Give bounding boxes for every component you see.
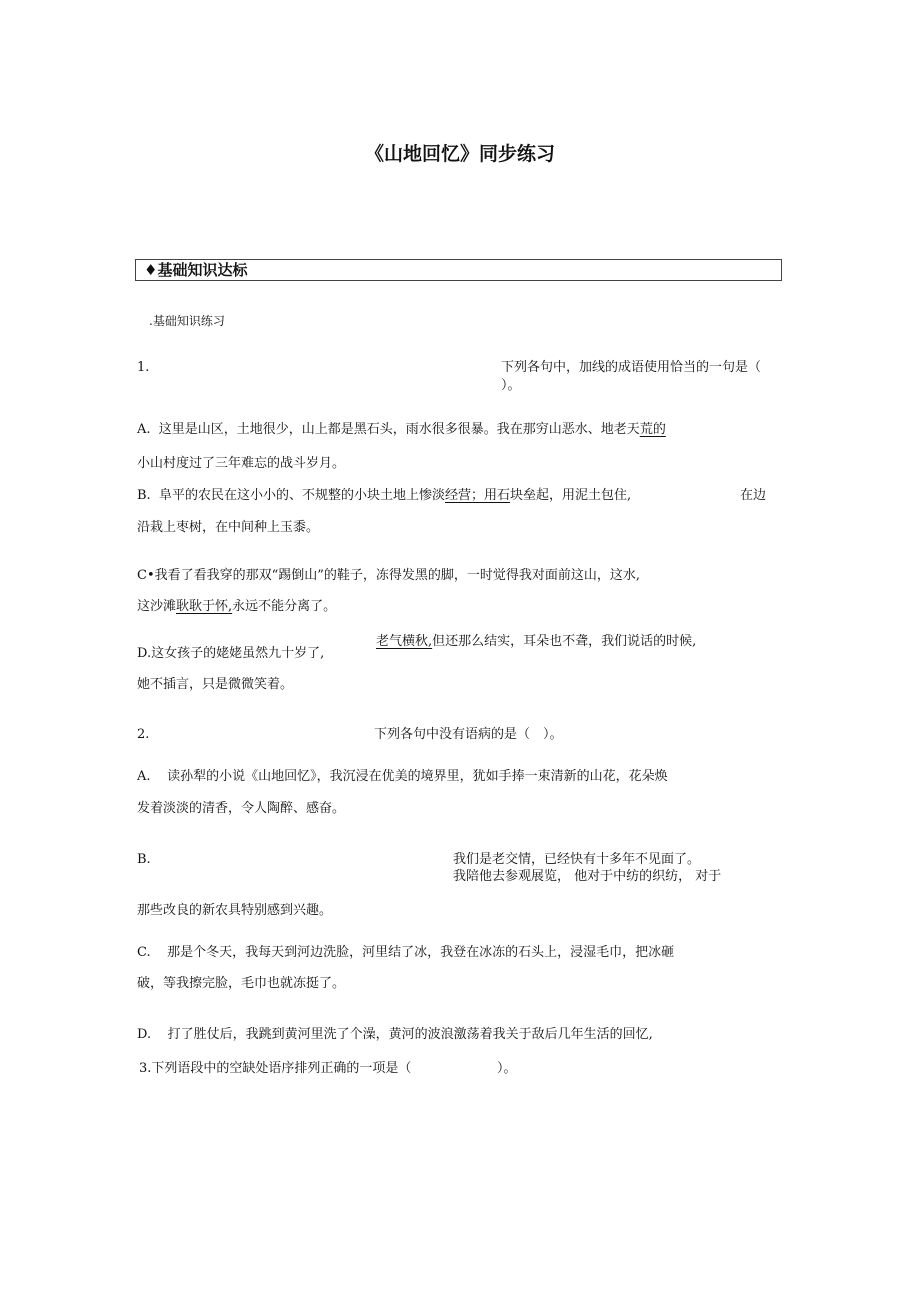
question-stem: 3.下列语段中的空缺处语序排列正确的一项是（ xyxy=(139,1061,412,1076)
option-b-line2: 那些改良的新农具特别感到兴趣。 xyxy=(137,903,333,918)
underlined-idiom: 荒的 xyxy=(639,422,666,437)
option-text: 这里是山区，土地很少，山上都是黑石头，雨水很多很暴。我在那穷山恶水、地老天 xyxy=(158,422,640,437)
option-a xyxy=(137,769,668,785)
section-label: ♦基础知识达标 xyxy=(144,261,248,279)
option-text-cont: 但还那么结实，耳朵也不聋，我们说话的时候, xyxy=(432,634,697,649)
option-d xyxy=(137,646,324,662)
option-label: A. xyxy=(137,422,151,437)
option-a xyxy=(137,422,666,438)
option-d-upper xyxy=(376,634,696,650)
option-d-line2: 她不插言，只是微微笑着。 xyxy=(137,677,294,692)
option-c xyxy=(137,568,640,584)
option-text: 我看了看我穿的那双“踢倒山”的鞋子，冻得发黑的脚，一时觉得我对面前这山，这水, xyxy=(154,568,641,583)
section-header-box xyxy=(135,259,782,281)
option-c xyxy=(137,945,674,961)
underlined-idiom: 老气横秋, xyxy=(376,634,433,649)
option-c-line2: 破，等我擦完脸，毛巾也就冻挺了。 xyxy=(137,976,346,991)
option-b-line2: 沿栽上枣树，在中间种上玉黍。 xyxy=(137,520,320,535)
option-text: 那是个冬天，我每天到河边洗脸，河里结了冰，我登在冰冻的石头上，浸湿毛巾，把冰砸 xyxy=(167,945,675,960)
option-d xyxy=(137,1027,653,1043)
question-stem: 下列各句中，加线的成语使用恰当的一句是（ xyxy=(501,360,762,375)
option-label: D. xyxy=(137,646,152,661)
option-label: A. xyxy=(137,769,151,784)
question-number: 2. xyxy=(137,727,150,742)
option-a-line2: 发着淡淡的清香，令人陶醉、感奋。 xyxy=(137,801,346,816)
option-label: B. xyxy=(137,852,151,867)
question-number: 1. xyxy=(137,360,150,375)
option-b-upper: 我们是老交情，已经快有十多年不见面了。 xyxy=(453,852,701,867)
option-text: 打了胜仗后，我跳到黄河里洗了个澡，黄河的波浪激荡着我关于敌后几年生活的回忆, xyxy=(167,1027,653,1042)
question-stem-end: ）。 xyxy=(497,1061,517,1076)
option-text-cont: 块垒起，用泥土包住, xyxy=(509,488,632,503)
subheading: .基础知识练习 xyxy=(149,314,225,328)
option-label: B. xyxy=(137,488,151,503)
question-stem-end: ）。 xyxy=(501,378,521,393)
option-b xyxy=(137,488,631,504)
underlined-idiom: 经营；用石 xyxy=(444,488,510,503)
option-text: 这女孩子的姥姥虽然九十岁了, xyxy=(151,646,325,661)
option-c-line2 xyxy=(137,599,336,615)
option-label: C. xyxy=(137,945,151,960)
page-title: 《山地回忆》同步练习 xyxy=(364,143,555,165)
option-text: 读孙犁的小说《山地回忆》，我沉浸在优美的境界里，犹如手捧一束清新的山花，花朵焕 xyxy=(167,769,668,784)
option-text: 阜平的农民在这小小的、不规整的小块土地上惨淡 xyxy=(158,488,445,503)
option-text-cont: 永远不能分离了。 xyxy=(232,599,337,614)
question-stem: 下列各句中没有语病的是（ ）。 xyxy=(374,727,563,742)
option-label: C• xyxy=(137,568,155,583)
option-text: 这沙滩 xyxy=(137,599,177,614)
underlined-idiom: 耿耿于怀, xyxy=(176,599,233,614)
option-a-line2: 小山村度过了三年难忘的战斗岁月。 xyxy=(137,456,346,471)
option-label: D. xyxy=(137,1027,152,1042)
option-b-lower: 我陪他去参观展览， 他对于中纺的织纺， 对于 xyxy=(453,869,722,884)
option-b-right: 在边 xyxy=(740,488,767,503)
